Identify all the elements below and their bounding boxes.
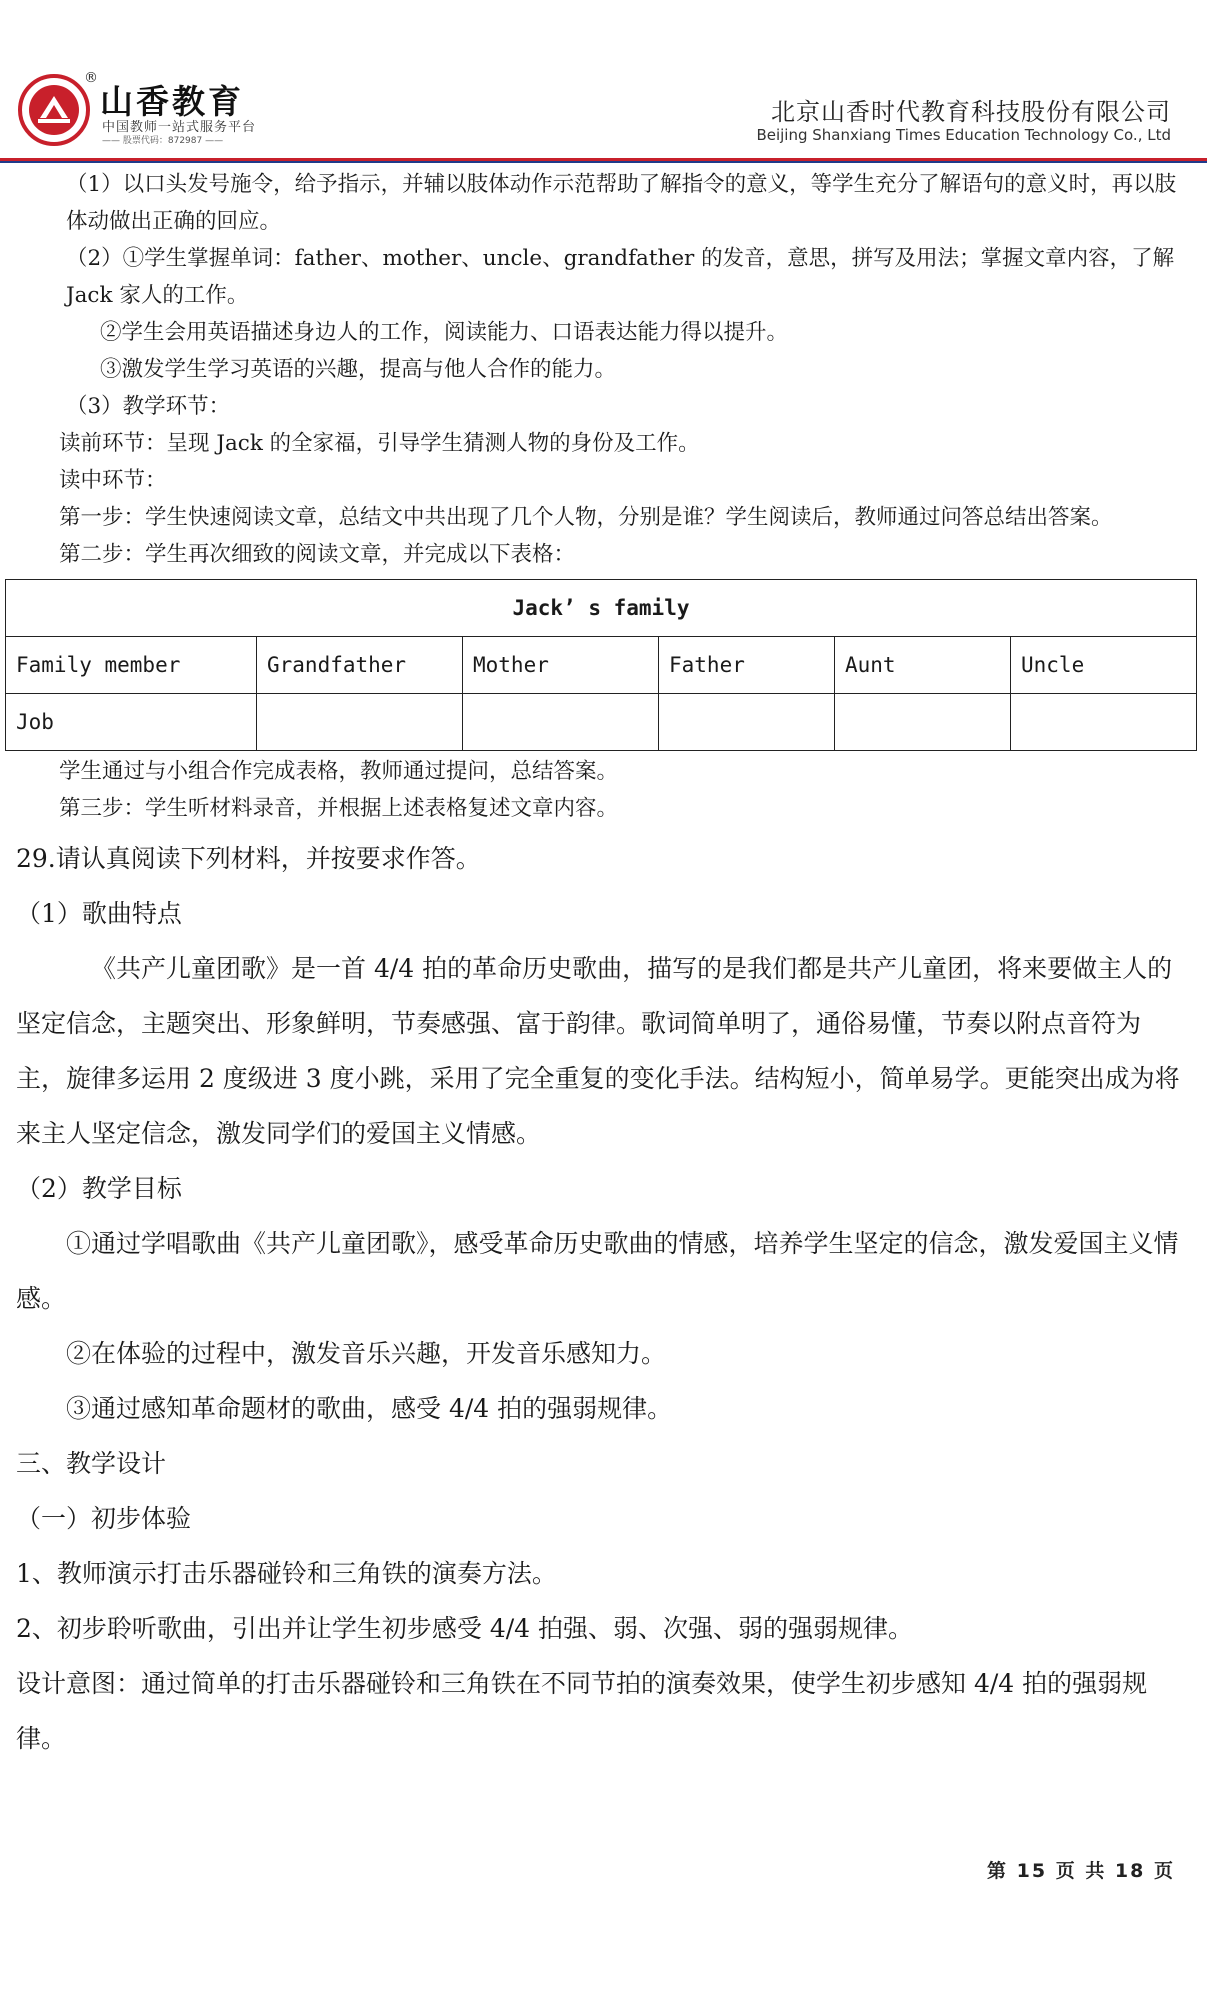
table-header-cell: Grandfather — [257, 637, 463, 694]
table-cell-empty — [463, 694, 659, 751]
page-number: 第 15 页 共 18 页 — [987, 1860, 1175, 1882]
table-cell-empty — [835, 694, 1011, 751]
paragraph: 读中环节： — [59, 468, 167, 493]
question-title: 29.请认真阅读下列材料，并按要求作答。 — [16, 844, 481, 873]
subheading: （一）初步体验 — [16, 1504, 192, 1533]
paragraph: 第二步：学生再次细致的阅读文章，并完成以下表格： — [59, 542, 576, 567]
table-row — [6, 694, 1197, 751]
list-item: 2、初步聆听歌曲，引出并让学生初步感受 4/4 拍强、弱、次强、弱的强弱规律。 — [16, 1614, 914, 1643]
paragraph: 读前环节：呈现 Jack 的全家福，引导学生猜测人物的身份及工作。 — [59, 431, 700, 456]
paragraph: 学生通过与小组合作完成表格，教师通过提问，总结答案。 — [59, 759, 619, 784]
paragraph: 《共产儿童团歌》是一首 4/4 拍的革命历史歌曲，描写的是我们都是共产儿童团，将来要做主人的坚定信念，主题突出、形象鲜明，节奏感强、富于韵律。歌词简单明了，通俗易懂，节奏以附点音符为主，旋律多运用 2 度级进 3 度小跳，采用了完全重复的变化手法。结构短小，简单易学。更能突出成为将来主人坚定信念，激发同学们的爱国主义情感。 — [16, 954, 1180, 1148]
paragraph: ②学生会用英语描述身边人的工作，阅读能力、口语表达能力得以提升。 — [100, 320, 789, 345]
list-item: 1、教师演示打击乐器碰铃和三角铁的演奏方法。 — [16, 1559, 557, 1588]
paragraph: ③通过感知革命题材的歌曲，感受 4/4 拍的强弱规律。 — [66, 1394, 673, 1423]
paragraph: （1）以口头发号施令，给予指示，并辅以肢体动作示范帮助了解指令的意义，等学生充分了解语句的意义时，再以肢体动做出正确的回应。 — [66, 172, 1177, 234]
registered-mark: ® — [84, 70, 98, 86]
teaching-section-english — [16, 166, 1186, 573]
teaching-section-english-cont — [16, 753, 1186, 827]
table-header-row — [6, 637, 1197, 694]
subheading: （2）教学目标 — [16, 1174, 182, 1203]
table-caption-row — [6, 580, 1197, 637]
company-name-cn: 北京山香时代教育科技股份有限公司 — [771, 98, 1171, 126]
table-header-cell: Mother — [463, 637, 659, 694]
paragraph: （3）教学环节： — [66, 394, 231, 419]
document-body — [16, 166, 1186, 1766]
brand-slogan: 中国教师一站式服务平台 — [102, 120, 257, 135]
section-heading: 三、教学设计 — [16, 1449, 167, 1478]
table-cell-empty — [1011, 694, 1197, 751]
stock-code: —— 股票代码：872987 —— — [102, 136, 224, 146]
paragraph: ③激发学生学习英语的兴趣，提高与他人合作的能力。 — [100, 357, 617, 382]
table-cell-empty — [659, 694, 835, 751]
table-header-cell: Aunt — [835, 637, 1011, 694]
paragraph: ②在体验的过程中，激发音乐兴趣，开发音乐感知力。 — [66, 1339, 667, 1368]
paragraph: ①通过学唱歌曲《共产儿童团歌》，感受革命历史歌曲的情感，培养学生坚定的信念，激发爱国主义情感。 — [16, 1229, 1179, 1313]
table-row-label: Job — [6, 694, 257, 751]
paragraph: 第三步：学生听材料录音，并根据上述表格复述文章内容。 — [59, 796, 619, 821]
company-name-en: Beijing Shanxiang Times Education Technology Co., Ltd — [756, 126, 1171, 144]
paragraph: 第一步：学生快速阅读文章，总结文中共出现了几个人物，分别是谁？学生阅读后，教师通过问答总结出答案。 — [59, 505, 1113, 530]
table-cell-empty — [257, 694, 463, 751]
brand-name: 山香教育 — [100, 82, 244, 121]
subheading: （1）歌曲特点 — [16, 899, 182, 928]
paragraph: （2）①学生掌握单词：father、mother、uncle、grandfather 的发音，意思，拼写及用法；掌握文章内容，了解 Jack 家人的工作。 — [66, 246, 1175, 308]
paragraph: 设计意图：通过简单的打击乐器碰铃和三角铁在不同节拍的演奏效果，使学生初步感知 4/4 拍的强弱规律。 — [16, 1669, 1148, 1753]
header-divider-blue — [0, 161, 1207, 163]
table-header-cell: Family member — [6, 637, 257, 694]
question-29-section — [16, 831, 1186, 1766]
page-header — [0, 0, 1207, 165]
table-header-cell: Father — [659, 637, 835, 694]
table-caption: Jack’ s family — [6, 580, 1197, 637]
shanxiang-logo-icon — [18, 74, 90, 146]
jack-family-table — [5, 579, 1197, 751]
table-header-cell: Uncle — [1011, 637, 1197, 694]
